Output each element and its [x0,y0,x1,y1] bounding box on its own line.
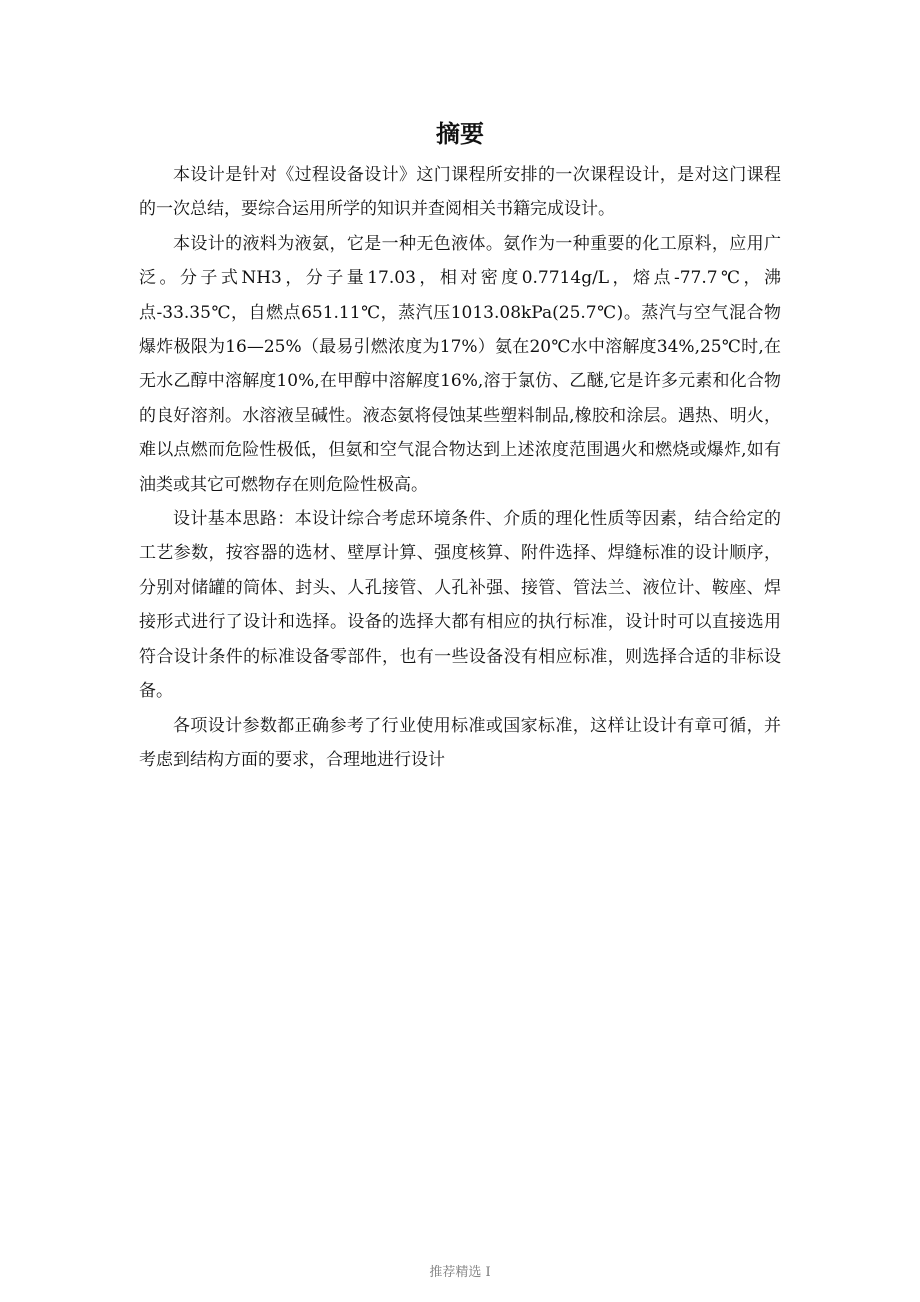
page-footer: 推荐精选 I [429,1265,491,1280]
paragraph-design-approach: 设计基本思路：本设计综合考虑环境条件、介质的理化性质等因素，结合给定的工艺参数，按容器的选材、壁厚计算、强度核算、附件选择、焊缝标准的设计顺序，分别对储罐的筒体、封头、人孔接管、人孔补强、接管、管法兰、液位计、鞍座、焊接形式进行了设计和选择。设备的选择大都有相应的执行标准，设计时可以直接选用符合设计条件的标准设备零部件，也有一些设备没有相应标准，则选择合适的非标设备。 [139,509,781,702]
paragraph-intro: 本设计是针对《过程设备设计》这门课程所安排的一次课程设计，是对这门课程的一次总结，要综合运用所学的知识并查阅相关书籍完成设计。 [139,165,781,220]
paragraph-ammonia-properties: 本设计的液料为液氨，它是一种无色液体。氨作为一种重要的化工原料，应用广泛。分子式NH3，分子量17.03，相对密度0.7714g/L，熔点-77.7℃，沸点-33.35℃，自燃点651.11℃，蒸汽压1013.08kPa(25.7℃)。蒸汽与空气混合物爆炸极限为16—25%（最易引燃浓度为17%）氨在20℃水中溶解度34%,25℃时,在无水乙醇中溶解度10%,在甲醇中溶解度16%,溶于氯仿、乙醚,它是许多元素和化合物的良好溶剂。水溶液呈碱性。液态氨将侵蚀某些塑料制品,橡胶和涂层。遇热、明火，难以点燃而危险性极低，但氨和空气混合物达到上述浓度范围遇火和燃烧或爆炸,如有油类或其它可燃物存在则危险性极高。 [139,233,781,495]
abstract-body [139,158,781,777]
paragraph-design-standards: 各项设计参数都正确参考了行业使用标准或国家标准，这样让设计有章可循，并考虑到结构方面的要求，合理地进行设计 [139,715,781,770]
page-title: 摘要 [436,120,484,148]
